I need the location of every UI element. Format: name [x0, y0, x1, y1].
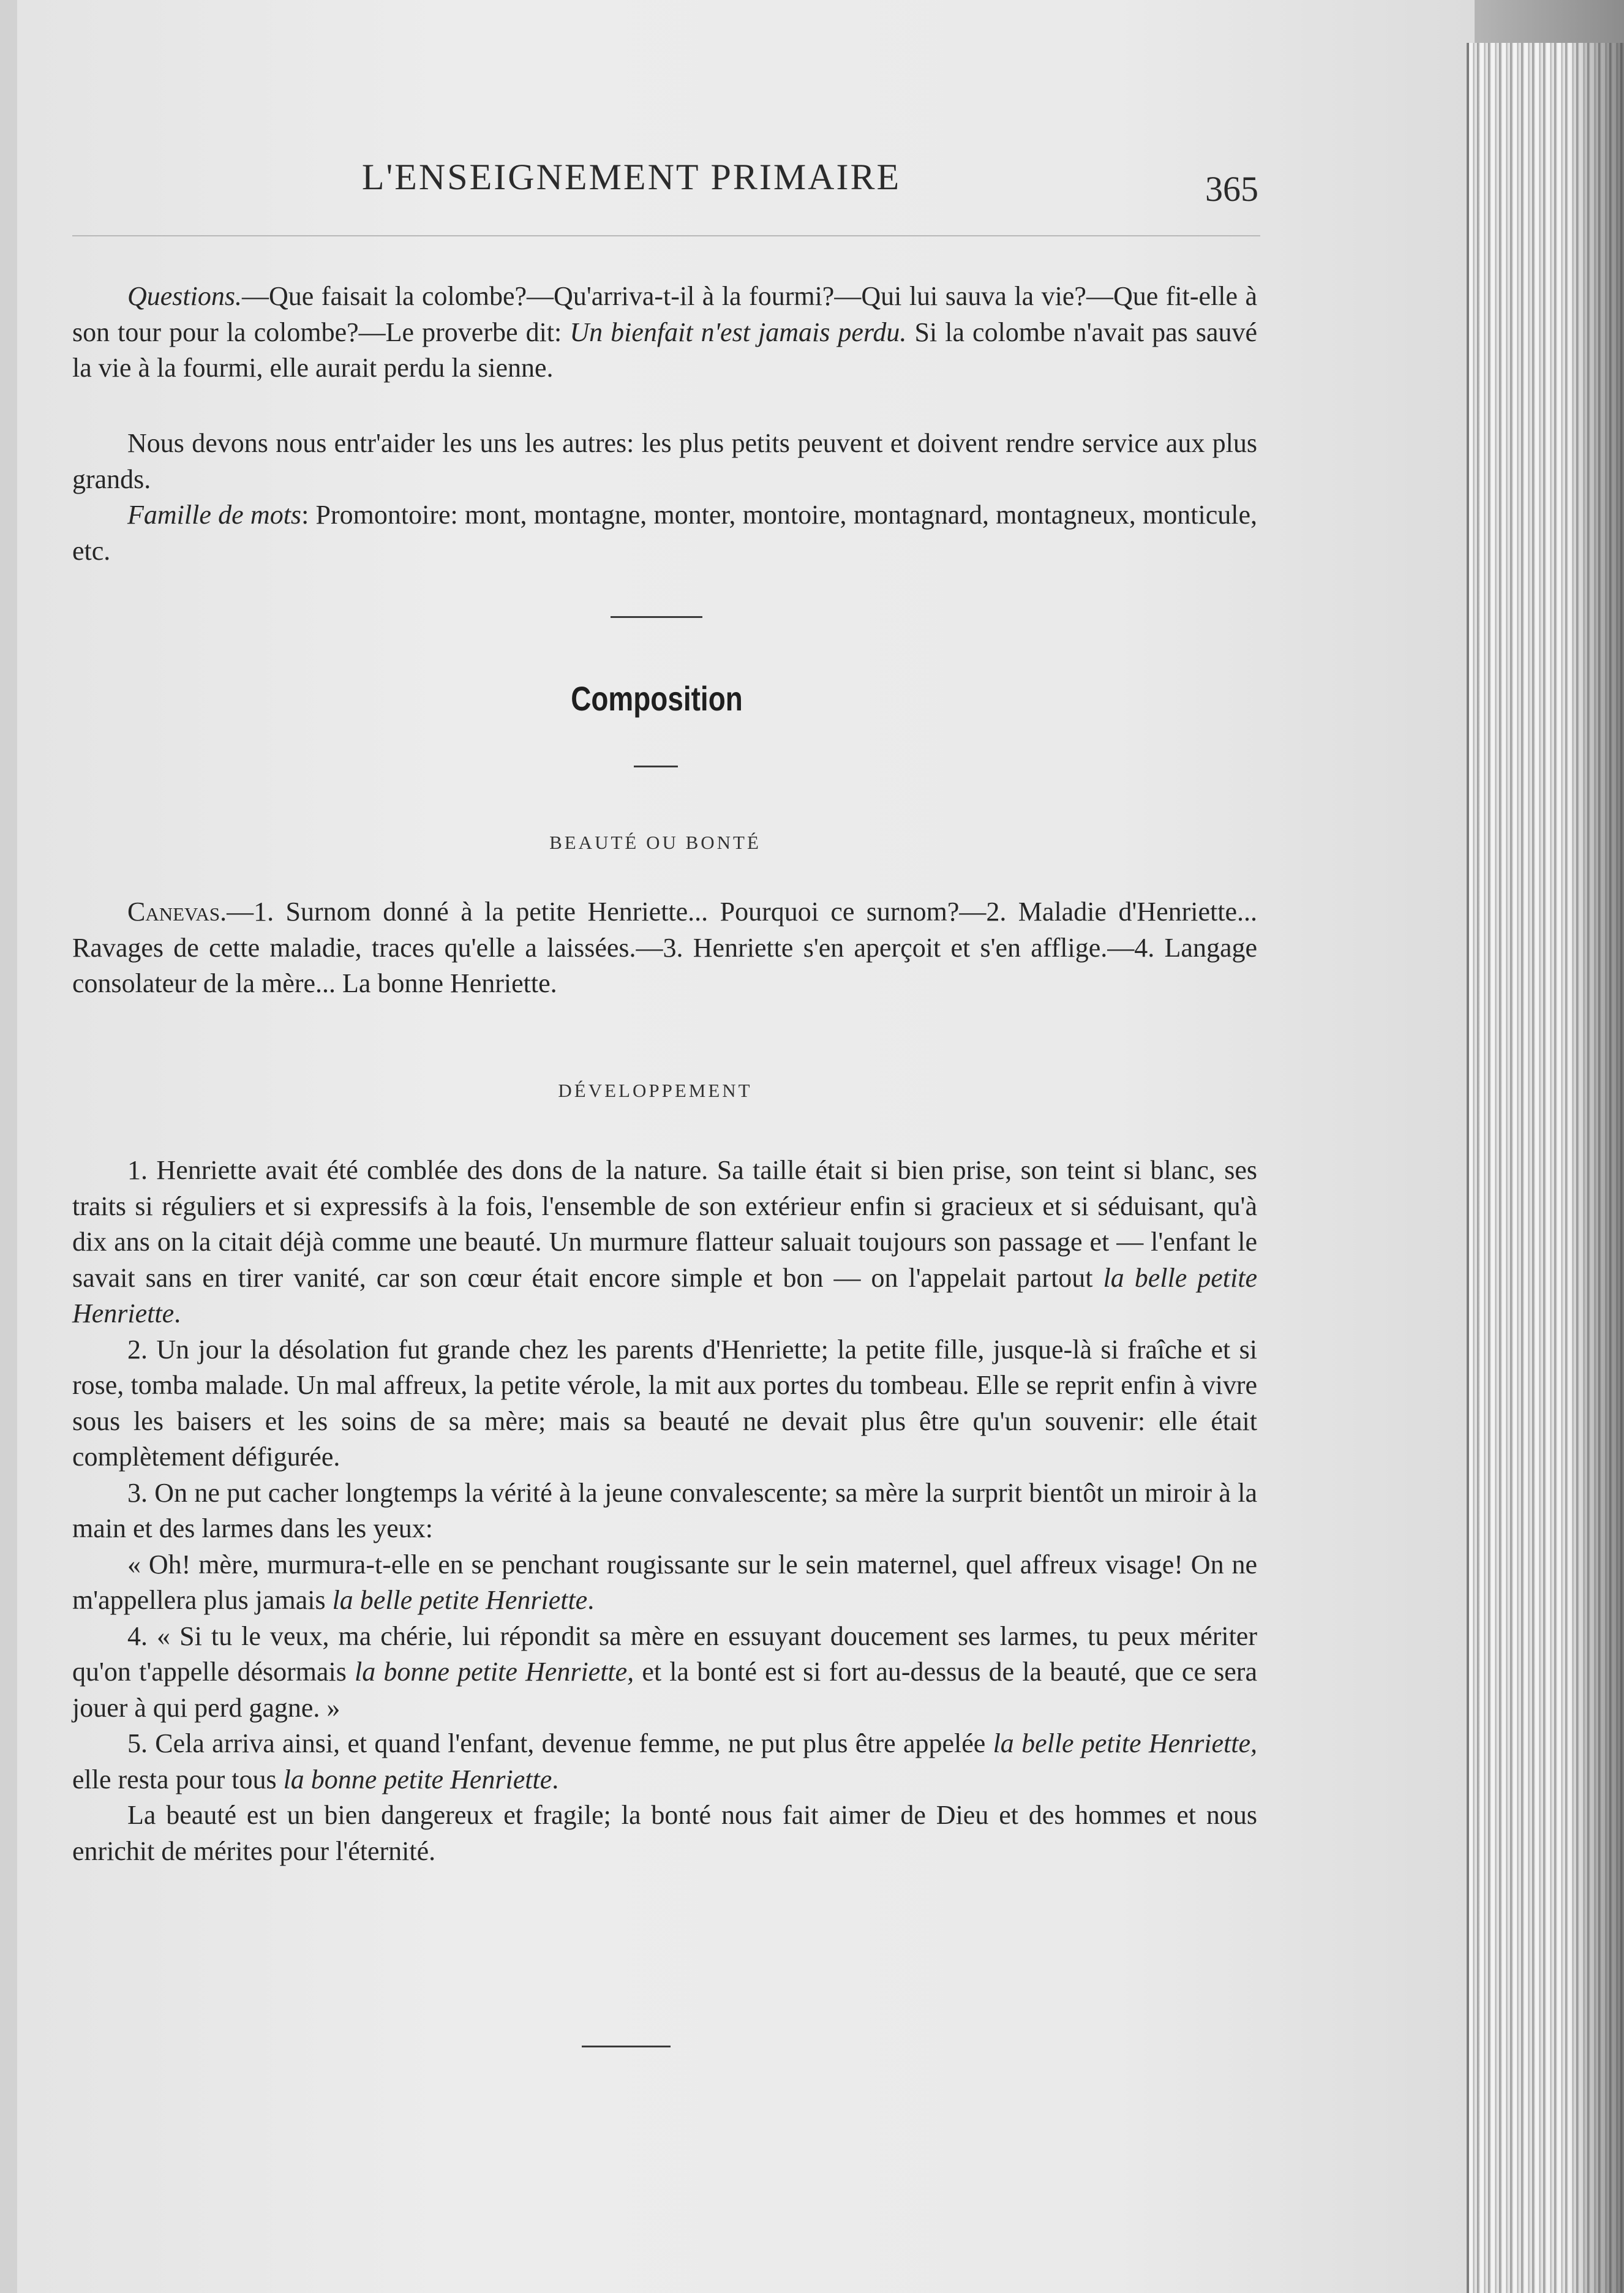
header-rule: [72, 235, 1260, 236]
family-paragraph: [72, 497, 1257, 569]
dev-p4-end: .: [587, 1585, 595, 1615]
development-paragraph-3: 3. On ne put cacher longtemps la vérité à la jeune convalescente; sa mère la surprit bientôt un miroir à la main et des larmes dans les yeux:: [72, 1477, 1257, 1543]
development-paragraph-2: 2. Un jour la désolation fut grande chez les parents d'Henriette; la petite fille, jusque-là si fraîche et si rose, tomba malade. Un mal affreux, la petite vérole, la mit aux portes du tombeau. Elle se reprit enfin à vivre sous les baisers et les soins de sa mère; mais sa beauté ne devait plus être qu'un souvenir: elle était complètement défigurée.: [72, 1334, 1257, 1472]
dev-p1-end: .: [174, 1298, 181, 1328]
canevas-label: Canevas.: [127, 897, 227, 927]
family-label: Famille de mots: [127, 500, 302, 530]
questions-block: [72, 279, 1257, 386]
dev-p5-italic: la bonne petite Henriette,: [355, 1657, 634, 1687]
development-paragraph-1: [72, 1153, 1257, 1332]
dev-p1-italic: la belle petite Henriette: [72, 1262, 1257, 1328]
dev-p4-italic: la belle petite Henriette: [332, 1585, 588, 1615]
family-block: [72, 497, 1257, 569]
family-text: : Promontoire: mont, montagne, monter, montoire, montagnard, montagneux, monticule, etc.: [72, 500, 1257, 566]
questions-label: Questions.: [127, 281, 242, 311]
dev-p6-italic-1: la belle petite Henriette,: [993, 1728, 1258, 1758]
dev-p6-middle: elle resta pour tous: [72, 1764, 284, 1794]
running-head: L'ENSEIGNEMENT PRIMAIRE: [361, 157, 901, 197]
questions-text-2: Si la colombe n'avait pas sauvé la vie à la fourmi, elle aurait perdu la sienne.: [72, 317, 1258, 383]
dev-p6-end: .: [552, 1764, 559, 1794]
dev-p5-end: et la bonté est si fort au-dessus de la beauté, que ce sera jouer à qui perd gagne. »: [72, 1657, 1257, 1723]
book-edge-shadow: [1568, 43, 1624, 2293]
canevas-text: —1. Surnom donné à la petite Henriette... Pourquoi ce surnom?—2. Maladie d'Henriette... Ravages de cette maladie, traces qu'elle a laissées.—3. Henriette s'en aperçoit et s'en afflige.—4. Langage consolateur de la mère... La bonne Henriette.: [72, 897, 1257, 998]
composition-subtitle: BEAUTÉ OU BONTÉ: [549, 832, 761, 853]
development-block: [72, 1153, 1257, 1869]
canevas-paragraph: [72, 894, 1257, 1002]
canevas-block: [72, 894, 1257, 1002]
development-paragraph-6: [72, 1726, 1257, 1798]
dev-p6-text: 5. Cela arriva ainsi, et quand l'enfant, devenue femme, ne put plus être appelée: [127, 1728, 993, 1758]
moral-paragraph: Nous devons nous entr'aider les uns les autres: les plus petits peuvent et doivent rendre service aux plus grands.: [72, 428, 1257, 494]
development-paragraph-5: [72, 1619, 1257, 1726]
moral-block: [72, 426, 1257, 497]
development-conclusion: La beauté est un bien dangereux et fragile; la bonté nous fait aimer de Dieu et des hommes et nous enrichit de mérites pour l'éternité.: [72, 1800, 1257, 1866]
dev-p4-text: « Oh! mère, murmura-t-elle en se penchant rougissante sur le sein maternel, quel affreux visage! On ne m'appellera plus jamais: [72, 1549, 1257, 1615]
questions-text-1: —Que faisait la colombe?—Qu'arriva-t-il à la fourmi?—Qui lui sauva la vie?—Que fit-elle à son tour pour la colombe?—Le proverbe dit:: [72, 281, 1257, 347]
development-paragraph-4: [72, 1547, 1257, 1619]
title-underline: [634, 766, 678, 767]
composition-title: Composition: [571, 679, 743, 718]
dev-p1-text: 1. Henriette avait été comblée des dons de la nature. Sa taille était si bien prise, son teint si blanc, ses traits si réguliers et si expressifs à la fois, l'ensemble de son extérieur enfin si gracieux et si séduisant, qu'à dix ans on la citait déjà comme une beauté. Un murmure flatteur saluait toujours son passage et — l'enfant le savait sans en tirer vanité, car son cœur était encore simple et bon — on l'appelait partout: [72, 1155, 1257, 1293]
end-divider: [582, 2046, 671, 2047]
section-divider: [611, 616, 702, 618]
dev-p5-text: 4. « Si tu le veux, ma chérie, lui répondit sa mère en essuyant doucement ses larmes, tu peux mériter qu'on t'appelle désormais: [72, 1621, 1257, 1687]
dev-p6-italic-2: la bonne petite Henriette: [283, 1764, 552, 1794]
questions-paragraph: [72, 279, 1257, 386]
proverb: Un bienfait n'est jamais perdu.: [570, 317, 907, 347]
development-title: DÉVELOPPEMENT: [558, 1080, 753, 1101]
page-number: 365: [1205, 169, 1258, 209]
